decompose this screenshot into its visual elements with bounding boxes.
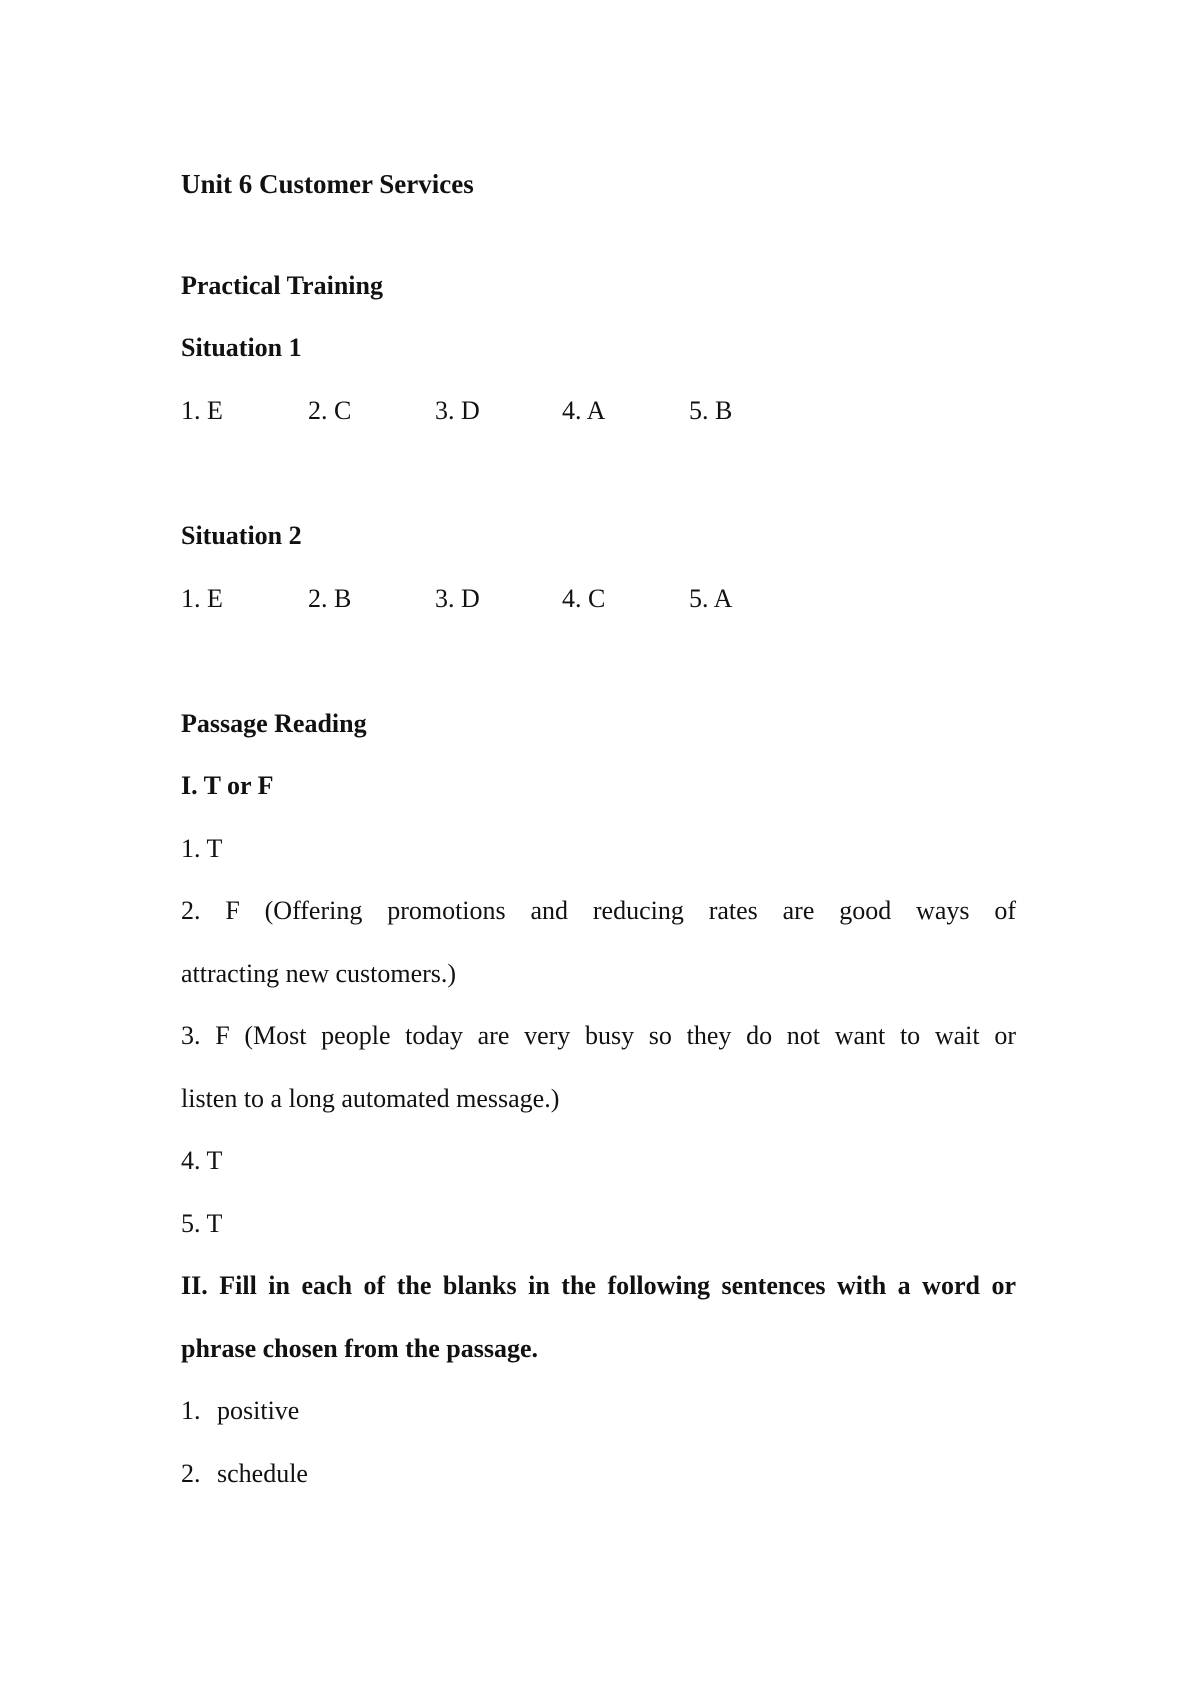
answer-item: 2. B: [308, 584, 352, 613]
answer-item: 5. A: [689, 584, 733, 613]
fill-blank-item: [181, 1458, 308, 1490]
tf-item-3-line-2: listen to a long automated message.): [181, 1084, 560, 1113]
answer-item: 4. C: [562, 584, 606, 613]
tf-item-5: 5. T: [181, 1209, 223, 1238]
item-answer: positive: [217, 1396, 300, 1425]
situation-2-answers: [181, 583, 816, 615]
answer-item: 1. E: [181, 396, 223, 425]
passage-reading-heading: Passage Reading: [181, 709, 367, 738]
item-number: 2.: [181, 1459, 201, 1488]
answer-item: 4. A: [562, 396, 606, 425]
practical-training-heading: Practical Training: [181, 271, 383, 300]
unit-title: Unit 6 Customer Services: [181, 169, 474, 199]
answer-item: 5. B: [689, 396, 733, 425]
answer-item: 2. C: [308, 396, 352, 425]
tf-section-heading: I. T or F: [181, 771, 274, 800]
tf-item-2-line-1: 2. F (Offering promotions and reducing rates are good ways of: [181, 896, 1016, 925]
fill-blanks-heading-line-1: II. Fill in each of the blanks in the following sentences with a word or: [181, 1271, 1016, 1300]
tf-item-3-line-1: 3. F (Most people today are very busy so they do not want to wait or: [181, 1021, 1016, 1050]
answer-item: 3. D: [435, 584, 480, 613]
situation-2-heading: Situation 2: [181, 521, 302, 550]
answer-item: 3. D: [435, 396, 480, 425]
tf-item-1: 1. T: [181, 834, 223, 863]
item-answer: schedule: [217, 1459, 308, 1488]
fill-blank-item: [181, 1395, 299, 1427]
situation-1-heading: Situation 1: [181, 333, 302, 362]
tf-item-2-line-2: attracting new customers.): [181, 959, 457, 988]
item-number: 1.: [181, 1396, 201, 1425]
answer-item: 1. E: [181, 584, 223, 613]
fill-blanks-heading-line-2: phrase chosen from the passage.: [181, 1334, 539, 1363]
situation-1-answers: [181, 395, 816, 427]
tf-item-4: 4. T: [181, 1146, 223, 1175]
